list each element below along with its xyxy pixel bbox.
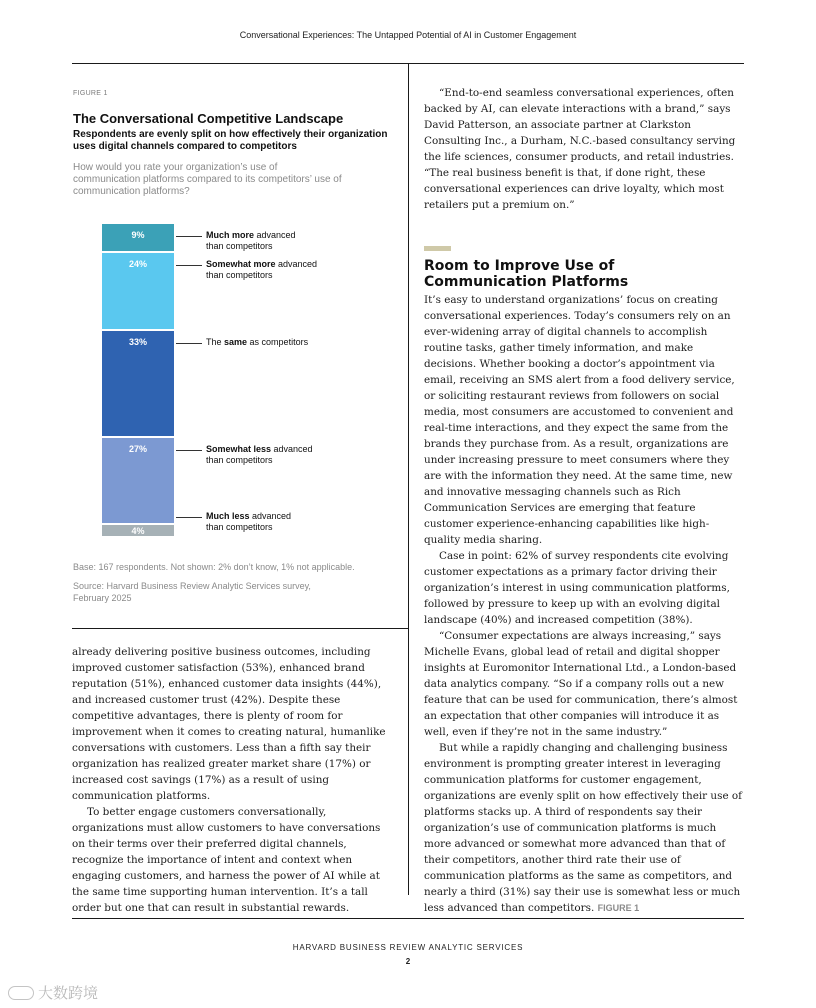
watermark-logo-icon xyxy=(8,986,34,1000)
leader-line-much-more xyxy=(176,236,202,237)
bar-segment-same: 33% xyxy=(102,331,174,436)
right-column-intro xyxy=(424,85,744,213)
right-paragraph-1: It’s easy to understand organizations’ focus on creating conversational experiences. Today’s consumers rely on an ever-widening array of digital channels to accomplish routine tasks, gather timely information, and make decisions. Whether booking a doctor’s appointment via email, receiving an SMS alert from a food delivery service, or soliciting restaurant reviews from followers on social media, most consumers are accustomed to convenient and real-time interactions, and they expect the same from the brands they purchase from. As a result, organizations are under increasing pressure to meet consumers where they are with the information they need. At the same time, new and innovative messaging channels such as Rich Communication Services are emerging that feature customer experience-enhancing capabilities like high-quality media sharing. xyxy=(424,294,735,546)
figure-source-note: Source: Harvard Business Review Analytic Services survey, February 2025 xyxy=(73,581,311,603)
right-paragraph-2: Case in point: 62% of survey respondents cite evolving customer expectations as a primary factor driving their organization’s interest in using communication platforms, followed by pressure to keep up with an evolving digital landscape (40%) and increased competition (38%). xyxy=(424,550,730,626)
figure-label: FIGURE 1 xyxy=(73,90,108,97)
right-paragraph-4-text: But while a rapidly changing and challenging business environment is prompting greater interest in leveraging communication platforms for customer engagement, organizations are evenly split on how effectively their use of platforms stacks up. A third of respondents say their organization’s use of communication platforms is much more advanced or somewhat more advanced than that of their competitors, another third rate their use of communication platforms as the same as competitors, and nearly a third (31%) say their use is somewhat less or much less advanced than competitors. xyxy=(424,742,743,914)
section-heading: Room to Improve Use of Communication Platforms xyxy=(424,258,629,290)
watermark-text: 大数跨境 xyxy=(38,984,99,1002)
section-accent-bar xyxy=(424,246,451,251)
right-paragraph-4 xyxy=(424,740,744,916)
bar-segment-somewhat-more: 24% xyxy=(102,253,174,329)
left-paragraph-2: To better engage customers conversationally, organizations must allow customers to have conversations on their terms over their preferred digital channels, recognize the importance of intent and context when engaging customers, and harness the power of AI while at the same time supporting human intervention. It’s a tall order but one that can result in substantial rewards. xyxy=(72,806,381,914)
segment-label-somewhat-more: Somewhat more advanced than competitors xyxy=(206,259,318,281)
leader-line-somewhat-less xyxy=(176,450,202,451)
bar-segment-much-more: 9% xyxy=(102,224,174,251)
leader-line-much-less xyxy=(176,517,202,518)
bar-segment-much-less: 4% xyxy=(102,525,174,536)
leader-line-same xyxy=(176,343,202,344)
right-intro-paragraph: “End-to-end seamless conversational experiences, often backed by AI, can elevate interactions with a brand,” says David Patterson, an associate partner at Clarkston Consulting Inc., a Durham, N.C.-based consultancy serving the life sciences, consumer products, and retail industries. “The real business benefit is that, if done right, these conversational experiences can drive loyalty, which most retailers put a premium on.” xyxy=(424,87,736,211)
figure-bottom-rule xyxy=(72,628,408,629)
right-paragraph-3: “Consumer expectations are always increasing,” says Michelle Evans, global lead of retail and digital shopper insights at Euromonitor International Ltd., a London-based data analytics company. “So if a company rolls out a new feature that can be used for communication, there’s almost an expectation that other companies will introduce it as well, even if they’re not in the same industry.” xyxy=(424,630,738,738)
footer-publisher: HARVARD BUSINESS REVIEW ANALYTIC SERVICES xyxy=(292,943,524,952)
leader-line-somewhat-more xyxy=(176,265,202,266)
bar-segment-somewhat-less: 27% xyxy=(102,438,174,523)
figure-base-note: Base: 167 respondents. Not shown: 2% don’t know, 1% not applicable. xyxy=(73,562,355,572)
segment-label-somewhat-less: Somewhat less advanced than competitors xyxy=(206,443,313,465)
figure-subtitle: Respondents are evenly split on how effectively their organization uses digital channels compared to competitors xyxy=(73,129,388,152)
left-paragraph-1: already delivering positive business outcomes, including improved customer satisfaction (53%), enhanced brand reputation (51%), enhanced customer data insights (44%), and increased customer trust (42%). Despite these competitive advantages, there is plenty of room for improvement when it comes to creating natural, humanlike conversations with customers. Less than a fifth say their organization has realized greater market share (17%) or increased cost savings (17%) as a result of using communication platforms. xyxy=(72,646,386,802)
segment-label-much-more: Much more advanced than competitors xyxy=(206,230,296,251)
running-header: Conversational Experiences: The Untapped Potential of AI in Customer Engagement xyxy=(239,30,577,40)
page-number: 2 xyxy=(405,957,411,966)
figure-question: How would you rate your organization’s use of communication platforms compared to its competitors’ use of communication platforms? xyxy=(73,162,342,197)
footer-rule xyxy=(72,918,744,919)
figure-reference-link[interactable]: FIGURE 1 xyxy=(597,903,640,913)
right-column-section-text xyxy=(424,292,744,916)
watermark xyxy=(8,982,98,1003)
left-column-text xyxy=(72,644,392,916)
segment-label-much-less: Much less advanced than competitors xyxy=(206,511,292,533)
segment-label-same: The same as competitors xyxy=(206,336,309,347)
column-divider xyxy=(408,63,409,895)
figure-title: The Conversational Competitive Landscape xyxy=(73,111,344,126)
